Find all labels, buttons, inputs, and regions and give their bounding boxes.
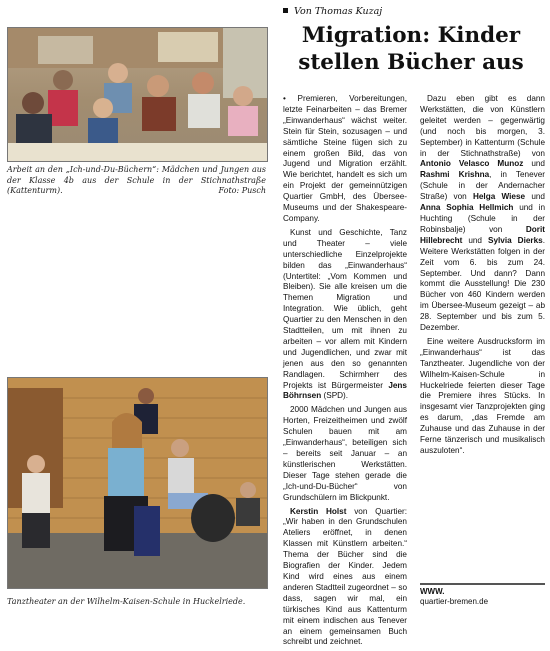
caption-text: Arbeit an den „Ich-und-Du-Büchern“: Mädchen und Jungen aus der Klasse 4b aus der Schule in der Stichnathstraße (Kattenturm). [7,165,266,195]
paragraph-intro: • Premieren, Vorbereitungen, letzte Feinarbeiten – das Bremer „Einwanderhaus“ wächst weiter. Stein für Stein, sozusagen – und sämtliche Steine fügen sich zu einem großen Bild, das von Jugend und Migration erzählt. Wie berichtet, handelt es sich um ein Projekt der gemeinnützigen Quartier GmbH, des Übersee-Museums und der Shakespeare-Company. [283,94,407,223]
person-name: Jens Böhrnsen [283,380,407,401]
paragraph-quote: Kerstin Holst von Quartier: „Wir haben in den Grundschulen Ateliers eröffnet, in denen Klassen mit Künstlern arbeiten.“ Thema der Bücher sind die Biografien der Kinder. Jedem Kind wird eines aus einem anderen Stadtteil zugeordnet – so dass, sagen wir mal, ein türkisches Kind aus Kattenturm mit einem indischen aus Tenever an einem gemeinsamen Buch schreibt und zeichnet. [283,506,408,647]
article-headline: Migration: Kinder stellen Bücher aus [298,23,524,75]
web-link-prefix: WWW. [420,587,445,596]
author-byline [283,6,382,17]
person-name: Kerstin Holst [290,506,347,516]
bullet-square-icon [283,8,288,13]
web-link-box[interactable] [420,583,545,607]
paragraph-participants: 2000 Mädchen und Jungen aus Horten, Freizeitheimen und zwölf Schulen bauen mit am „Einwanderhaus“, beteiligen sich – bereits seit Januar – an künstlerischen Werkstätten. Dieser Tage stehen gerade die „Ich-und-Du-Bücher“ von Grundschülern im Blickpunkt. [283,405,407,502]
author-name: Von Thomas Kuzaj [294,6,383,17]
photo-dance-theatre [7,377,268,589]
web-link-url[interactable]: quartier-bremen.de [420,597,489,606]
paragraph-dance-theatre: Eine weitere Ausdrucksform im „Einwanderhaus“ ist das Tanztheater. Jugendliche von der Wilhelm-Kaisen-Schule in Huckelriede feierten dieser Tage die Premiere ihres Stücks. In insgesamt vier Tanzprojekten ging es darum, „das Fremde am Zuhause und das Zuhause in der Ferne tänzerisch und musikalisch auszuloten“. [420,336,545,455]
photo-caption-2: Tanztheater an der Wilhelm-Kaisen-Schule in Huckelriede. [7,597,246,606]
photo-children-books-image [8,28,267,161]
article-column-1 [283,94,407,651]
photo-dance-theatre-image [8,378,267,588]
divider [420,583,545,585]
paragraph-projects: Kunst und Geschichte, Tanz und Theater – viele unterschiedliche Einzelprojekte bilden das „Einwanderhaus“ (Untertitel: „Vom Kommen und Bleiben). Sie alle kreisen um die Themen Migration und Integration. Wie üblich, geht Quartier zu den Menschen in den Stadtteilen, um mit ihnen zu arbeiten – vor allem mit Kindern und Jugendlichen, und zwar mit jenen aus den so genannten Randlagen. Schirmherr des Projekts ist Bürgermeister Jens Böhrnsen (SPD). [283,227,407,401]
article-column-2 [420,94,545,460]
photo-children-books [7,27,268,162]
photo-caption-1 [7,165,266,197]
photo-credit: Foto: Pusch [218,186,266,195]
paragraph-workshops: Dazu eben gibt es dann Werkstätten, die von Künstlern geleitet werden – gegenwärtig (und noch bis morgen, 3. September) in Kattenturm (Schule in der Stichnathstraße) von Antonio Velasco Munoz und Rashmi Krishna, in Tenever (Schule in der Andernacher Straße) von Helga Wiese und Anna Sophia Hellmich und in Huchting (Schule in der Robinsbalje) von Dorit Hillebrecht und Sylvia Dierks. Weitere Werkstätten folgen in der Zeit vom 6. bis zum 24. September. Und dann? Dann kommt die Ausstellung! Die 230 Bücher von 460 Kindern werden im Übersee-Museum gezeigt – ab 28. September und bis zum 5. Dezember. [420,94,546,333]
